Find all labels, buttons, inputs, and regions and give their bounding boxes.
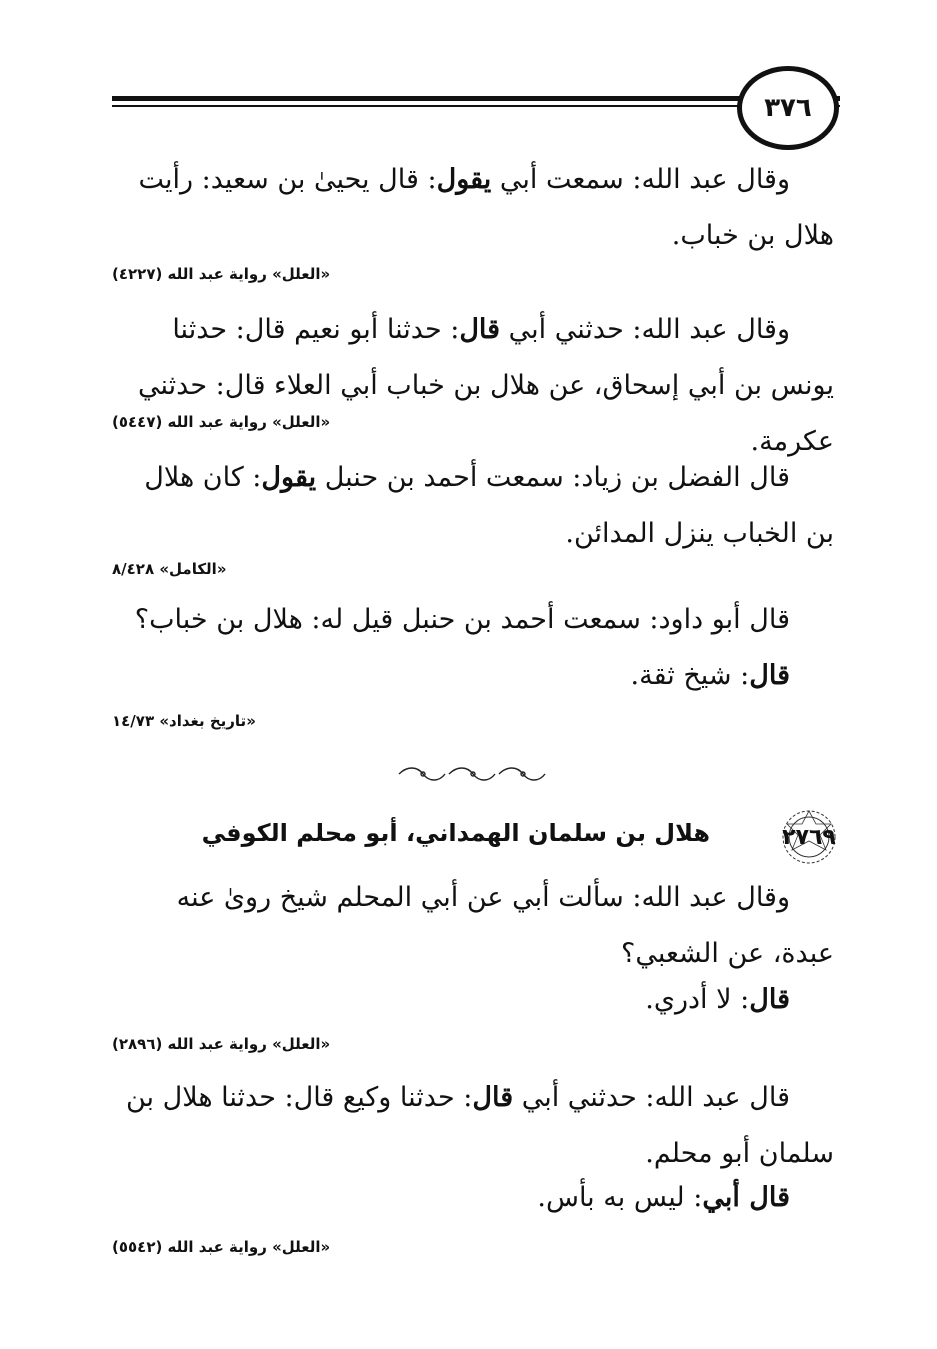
source-citation-6: «العلل» رواية عبد الله (٥٥٤٢) — [112, 1238, 331, 1256]
paragraph-4: قال أبو داود: سمعت أحمد بن حنبل قيل له: هلال بن خباب؟ — [134, 604, 790, 635]
paragraph-6: قال عبد الله: حدثني أبي قال: حدثنا وكيع قال: حدثنا هلال بن سلمان أبو محلم. — [125, 1082, 834, 1169]
paragraph-5: وقال عبد الله: سألت أبي عن أبي المحلم شيخ روىٰ عنه عبدة، عن الشعبي؟ — [176, 882, 834, 969]
ornament-divider — [395, 764, 555, 784]
entry-number-badge — [776, 808, 842, 866]
paragraph-1: وقال عبد الله: سمعت أبي يقول: قال يحيىٰ بن سعيد: رأيت هلال بن خباب. — [138, 164, 834, 251]
paragraph-3: قال الفضل بن زياد: سمعت أحمد بن حنبل يقول: كان هلال بن الخباب ينزل المدائن. — [144, 462, 834, 549]
source-citation-4: «تاريخ بغداد» ١٤/٧٣ — [112, 712, 256, 730]
paragraph-2: وقال عبد الله: حدثني أبي قال: حدثنا أبو نعيم قال: حدثنا يونس بن أبي إسحاق، عن هلال بن خباب أبي العلاء قال: حدثني عكرمة. — [138, 314, 834, 457]
source-citation-5: «العلل» رواية عبد الله (٢٨٩٦) — [112, 1035, 331, 1053]
source-citation-1: «العلل» رواية عبد الله (٤٢٢٧) — [112, 265, 331, 283]
answer-line-2: قال: لا أدري. — [645, 984, 790, 1015]
answer-line-3: قال أبي: ليس به بأس. — [537, 1182, 790, 1213]
header-rule — [112, 92, 840, 112]
entry-number: ٢٧٦٩ — [782, 824, 836, 850]
answer-line-1: قال: شيخ ثقة. — [630, 660, 790, 691]
source-citation-2: «العلل» رواية عبد الله (٥٤٤٧) — [112, 413, 331, 431]
entry-title: هلال بن سلمان الهمداني، أبو محلم الكوفي — [201, 819, 710, 847]
source-citation-3: «الكامل» ٨/٤٢٨ — [112, 560, 227, 578]
page-number: ٣٧٦ — [737, 66, 839, 150]
